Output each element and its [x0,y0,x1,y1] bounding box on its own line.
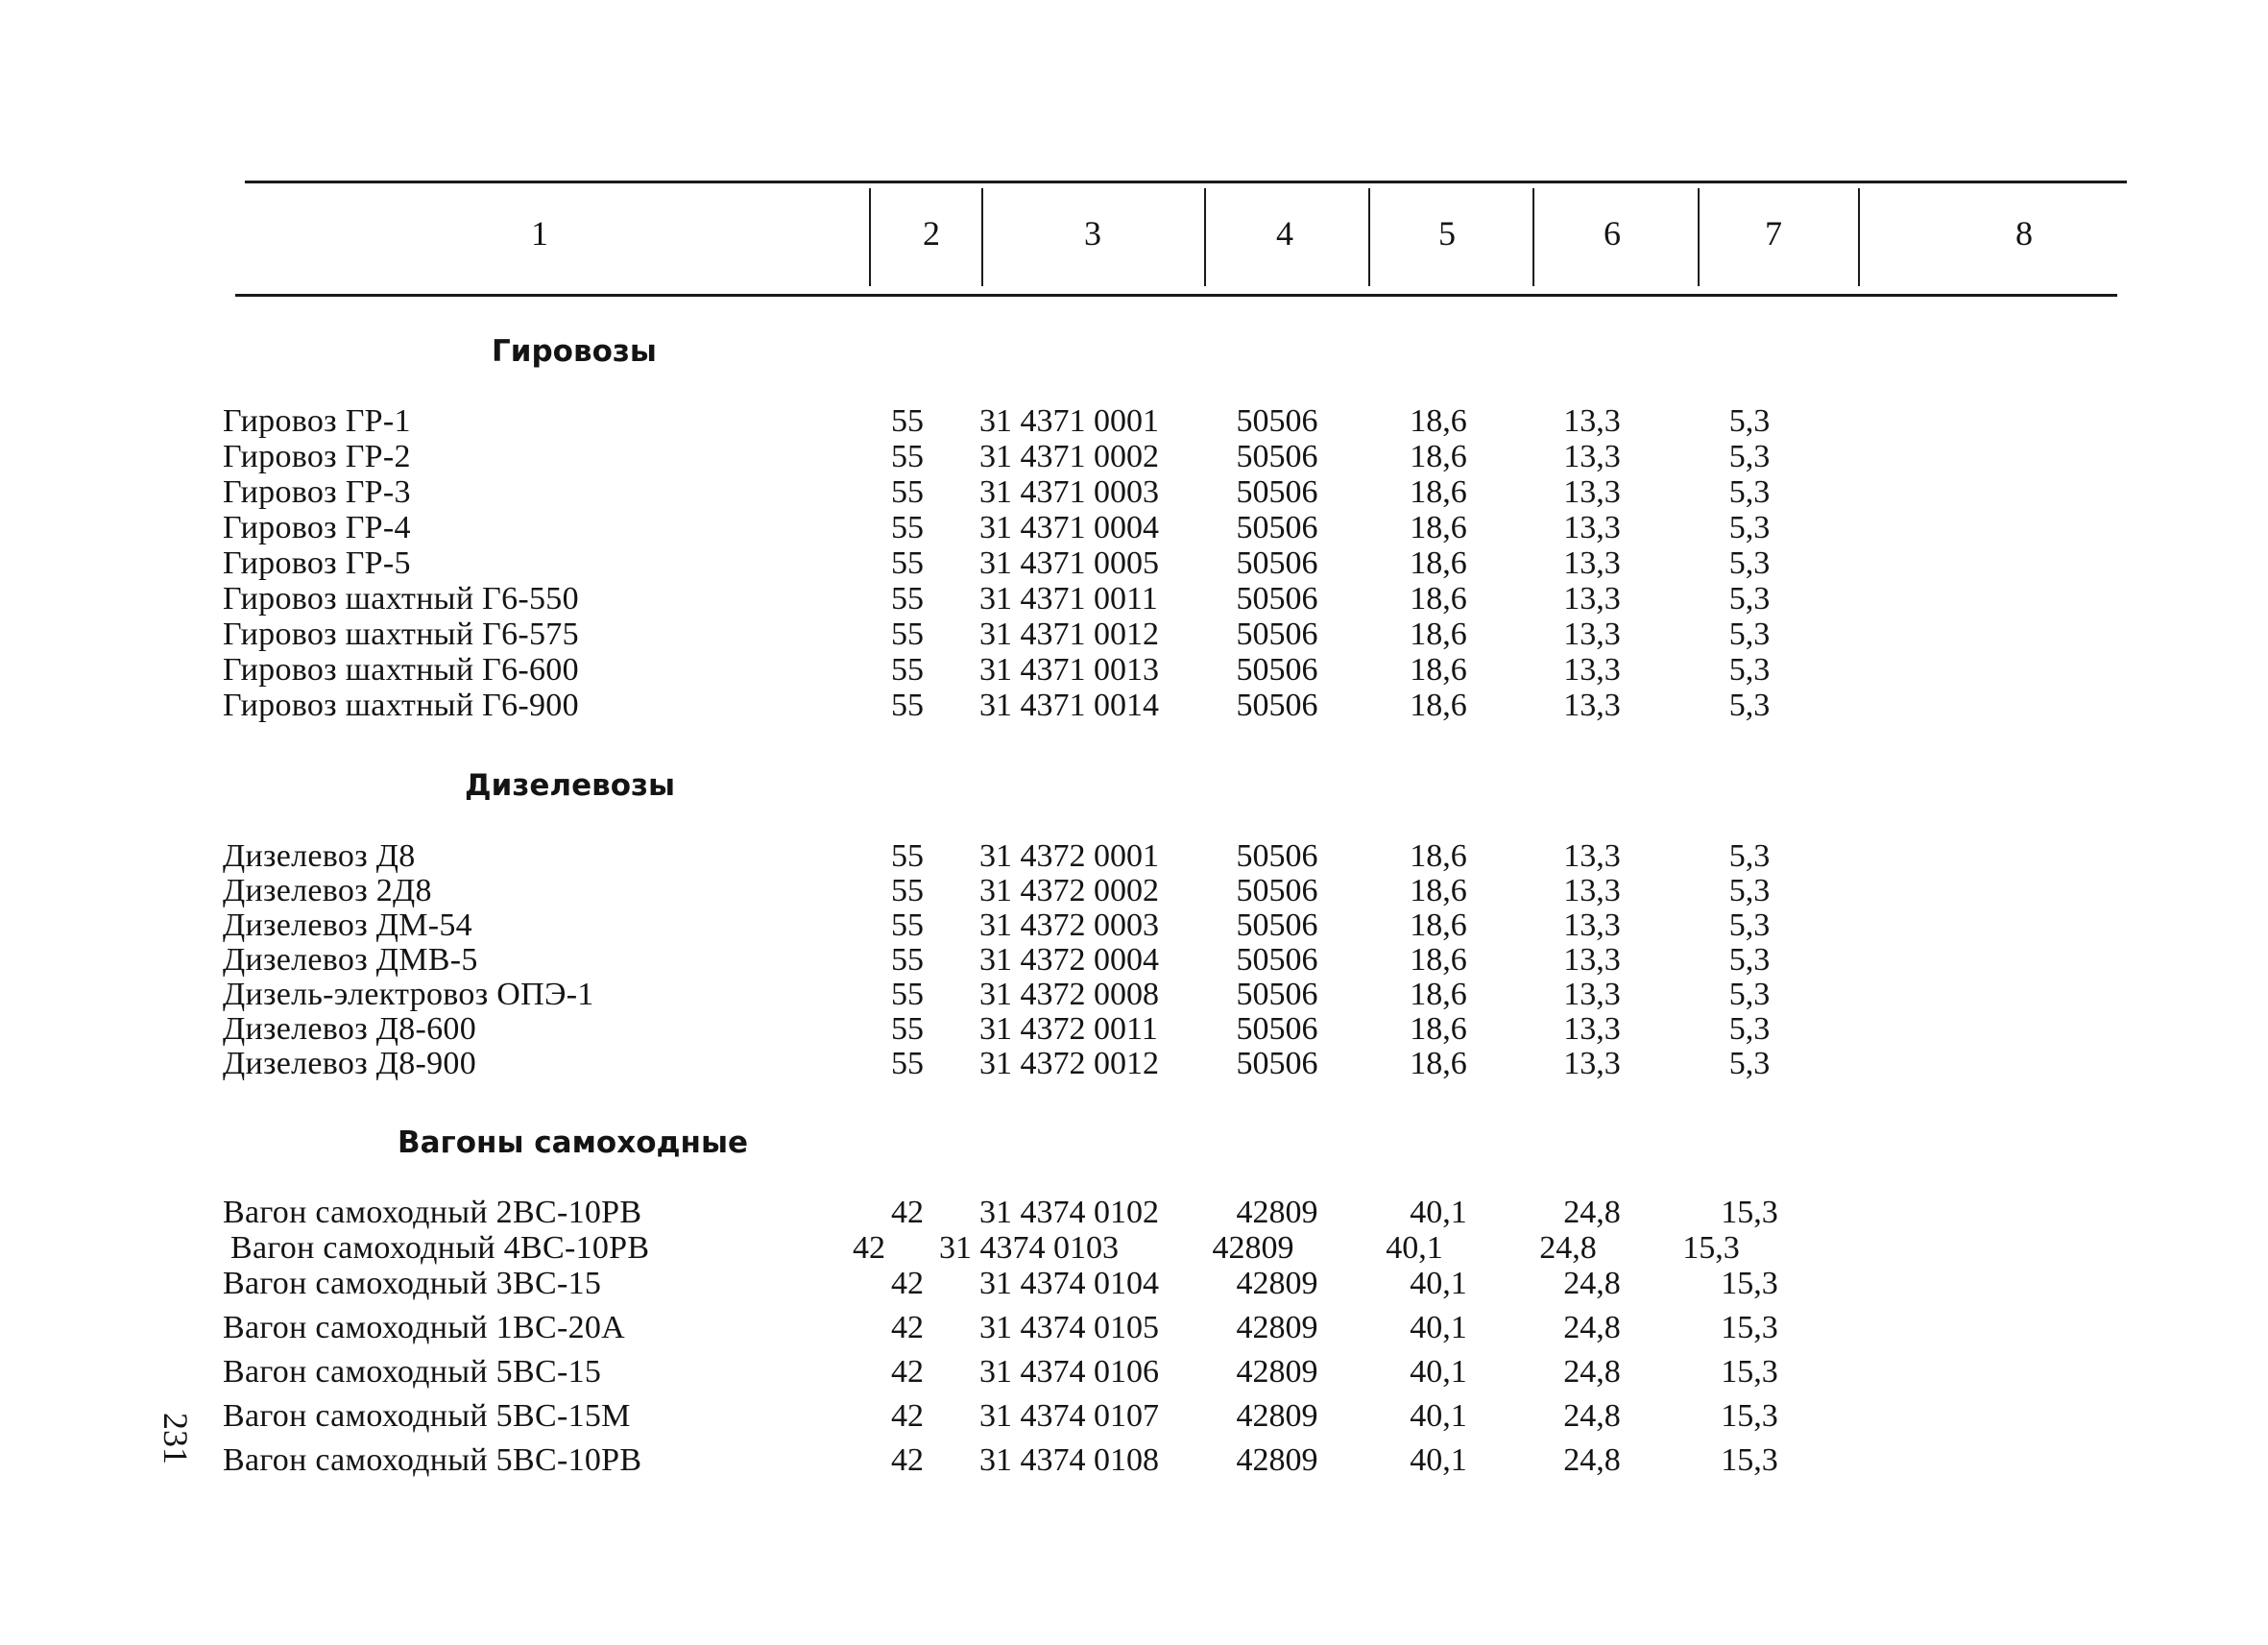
row-col7: 5,3 [1728,1046,1771,1081]
row-col6: 13,3 [1563,510,1621,545]
row-col4: 42809 [1236,1266,1318,1301]
column-header-7: 7 [1765,214,1782,253]
row-col3: 31 4371 0001 [979,403,1159,439]
row-col2: 55 [891,439,924,474]
row-col3: 31 4374 0107 [979,1398,1159,1434]
row-name: Вагон самоходный 5ВС-15 [223,1354,602,1390]
row-col6: 13,3 [1563,474,1621,510]
row-col7: 5,3 [1728,474,1771,510]
row-name: Гировоз ГР-3 [223,474,411,510]
row-col3: 31 4374 0106 [979,1354,1159,1390]
table-row [0,1046,2268,1081]
row-col6: 13,3 [1563,545,1621,581]
table-row [0,907,2268,943]
row-name: Дизель-электровоз ОПЭ-1 [223,977,594,1012]
row-col2: 55 [891,403,924,439]
table-row [0,838,2268,874]
row-col6: 13,3 [1563,1011,1621,1047]
row-col2: 55 [891,1011,924,1047]
row-name: Гировоз шахтный Г6-550 [223,581,579,617]
row-col6: 13,3 [1563,439,1621,474]
row-col7: 5,3 [1728,838,1771,874]
row-col7: 15,3 [1721,1442,1778,1478]
row-col2: 42 [853,1230,885,1266]
row-name: Гировоз шахтный Г6-900 [223,688,579,723]
row-col5: 18,6 [1410,688,1467,723]
row-col7: 15,3 [1721,1354,1778,1390]
row-col6: 13,3 [1563,873,1621,908]
row-name: Гировоз ГР-5 [223,545,411,581]
row-name: Гировоз ГР-1 [223,403,411,439]
row-col3: 31 4374 0103 [939,1230,1119,1266]
column-divider [1532,188,1534,286]
table-row [0,1310,2268,1345]
row-name: Дизелевоз ДМВ-5 [223,942,478,978]
row-col4: 50506 [1236,1011,1318,1047]
row-col7: 5,3 [1728,403,1771,439]
row-col6: 13,3 [1563,617,1621,652]
column-divider [869,188,871,286]
row-col2: 55 [891,652,924,688]
row-col4: 42809 [1236,1354,1318,1390]
row-name: Дизелевоз Д8-600 [223,1011,477,1047]
row-col4: 42809 [1236,1310,1318,1345]
row-col3: 31 4371 0011 [979,581,1158,617]
row-col2: 55 [891,581,924,617]
column-header-6: 6 [1604,214,1621,253]
column-header-2: 2 [923,214,940,253]
row-col3: 31 4374 0102 [979,1195,1159,1230]
row-col7: 15,3 [1721,1195,1778,1230]
row-col7: 5,3 [1728,545,1771,581]
table-row [0,1011,2268,1047]
row-col3: 31 4372 0008 [979,977,1159,1012]
row-col5: 18,6 [1410,1011,1467,1047]
table-row [0,439,2268,474]
row-col7: 5,3 [1728,1011,1771,1047]
table-row [0,1266,2268,1301]
row-name: Гировоз ГР-2 [223,439,411,474]
table-row [0,1398,2268,1434]
row-col6: 24,8 [1563,1310,1621,1345]
row-col4: 50506 [1236,652,1318,688]
row-col2: 55 [891,1046,924,1081]
row-col2: 42 [891,1354,924,1390]
row-col4: 50506 [1236,688,1318,723]
row-col2: 55 [891,474,924,510]
column-divider [1698,188,1700,286]
row-col5: 18,6 [1410,581,1467,617]
row-col7: 5,3 [1728,873,1771,908]
row-col3: 31 4371 0004 [979,510,1159,545]
row-col6: 13,3 [1563,688,1621,723]
table-row [0,510,2268,545]
row-col5: 18,6 [1410,1046,1467,1081]
row-col7: 5,3 [1728,617,1771,652]
row-col3: 31 4372 0011 [979,1011,1158,1047]
row-col7: 5,3 [1728,688,1771,723]
row-col5: 18,6 [1410,474,1467,510]
section-title-diesel: Дизелевозы [465,768,676,803]
row-col5: 18,6 [1410,617,1467,652]
row-col4: 42809 [1212,1230,1294,1266]
row-col5: 40,1 [1410,1310,1467,1345]
column-header-8: 8 [2015,214,2033,253]
row-col7: 5,3 [1728,977,1771,1012]
row-col2: 55 [891,545,924,581]
table-row [0,977,2268,1012]
row-name: Вагон самоходный 3ВС-15 [223,1266,602,1301]
row-col2: 55 [891,873,924,908]
row-col3: 31 4371 0003 [979,474,1159,510]
row-col6: 13,3 [1563,942,1621,978]
row-col6: 13,3 [1563,581,1621,617]
row-col5: 18,6 [1410,510,1467,545]
row-col5: 18,6 [1410,838,1467,874]
row-col5: 18,6 [1410,942,1467,978]
column-divider [1204,188,1206,286]
row-col5: 18,6 [1410,403,1467,439]
row-col6: 24,8 [1563,1195,1621,1230]
column-divider [1368,188,1370,286]
row-col3: 31 4372 0001 [979,838,1159,874]
row-col2: 55 [891,977,924,1012]
row-col3: 31 4371 0005 [979,545,1159,581]
column-header-5: 5 [1438,214,1456,253]
row-col2: 55 [891,510,924,545]
page-number: 231 [157,1413,195,1464]
row-col4: 50506 [1236,1046,1318,1081]
row-col3: 31 4371 0014 [979,688,1159,723]
row-col3: 31 4374 0108 [979,1442,1159,1478]
row-col2: 55 [891,907,924,943]
column-divider [981,188,983,286]
row-col7: 15,3 [1682,1230,1740,1266]
row-col3: 31 4372 0003 [979,907,1159,943]
row-col4: 50506 [1236,403,1318,439]
row-col6: 13,3 [1563,1046,1621,1081]
column-divider [1858,188,1860,286]
row-name: Вагон самоходный 4ВС-10РВ [230,1230,650,1266]
row-col4: 50506 [1236,581,1318,617]
row-name: Дизелевоз 2Д8 [223,873,432,908]
row-col2: 55 [891,838,924,874]
row-col3: 31 4371 0012 [979,617,1159,652]
row-col7: 15,3 [1721,1398,1778,1434]
row-col5: 40,1 [1410,1398,1467,1434]
row-col3: 31 4374 0105 [979,1310,1159,1345]
row-col3: 31 4372 0004 [979,942,1159,978]
row-col4: 50506 [1236,838,1318,874]
table-header-bottom-rule [235,294,2117,297]
row-col2: 55 [891,617,924,652]
row-col4: 42809 [1236,1195,1318,1230]
row-col4: 50506 [1236,439,1318,474]
table-row [0,1442,2268,1478]
row-col6: 13,3 [1563,907,1621,943]
column-header-1: 1 [531,214,548,253]
table-row [0,617,2268,652]
row-col7: 5,3 [1728,652,1771,688]
row-col5: 40,1 [1410,1442,1467,1478]
row-col5: 40,1 [1410,1354,1467,1390]
row-name: Вагон самоходный 2ВС-10РВ [223,1195,642,1230]
row-name: Вагон самоходный 5ВС-15М [223,1398,631,1434]
table-row [0,581,2268,617]
row-col6: 13,3 [1563,652,1621,688]
row-name: Дизелевоз Д8-900 [223,1046,477,1081]
row-col3: 31 4371 0002 [979,439,1159,474]
column-header-4: 4 [1276,214,1293,253]
table-row [0,1354,2268,1390]
table-row [0,474,2268,510]
row-col7: 5,3 [1728,907,1771,943]
row-col2: 42 [891,1398,924,1434]
row-col5: 40,1 [1386,1230,1443,1266]
row-name: Вагон самоходный 5ВС-10РВ [223,1442,642,1478]
row-col4: 50506 [1236,977,1318,1012]
row-col4: 50506 [1236,510,1318,545]
column-header-3: 3 [1084,214,1101,253]
row-col4: 42809 [1236,1398,1318,1434]
row-col5: 18,6 [1410,439,1467,474]
row-col5: 18,6 [1410,873,1467,908]
row-col6: 13,3 [1563,403,1621,439]
row-col4: 50506 [1236,617,1318,652]
table-row [0,652,2268,688]
row-col4: 50506 [1236,907,1318,943]
row-name: Дизелевоз Д8 [223,838,416,874]
table-row [0,545,2268,581]
section-title-gyro: Гировозы [492,334,657,369]
table-row [0,403,2268,439]
row-col2: 42 [891,1442,924,1478]
row-col7: 5,3 [1728,439,1771,474]
row-name: Дизелевоз ДМ-54 [223,907,472,943]
row-col3: 31 4374 0104 [979,1266,1159,1301]
row-col6: 24,8 [1563,1398,1621,1434]
row-col4: 50506 [1236,873,1318,908]
row-col4: 50506 [1236,474,1318,510]
row-name: Гировоз ГР-4 [223,510,411,545]
row-col6: 13,3 [1563,838,1621,874]
row-col4: 42809 [1236,1442,1318,1478]
row-col5: 18,6 [1410,652,1467,688]
row-col4: 50506 [1236,942,1318,978]
row-col6: 24,8 [1539,1230,1597,1266]
row-name: Вагон самоходный 1ВС-20А [223,1310,626,1345]
row-col2: 55 [891,942,924,978]
row-col2: 42 [891,1310,924,1345]
table-row [0,688,2268,723]
row-col5: 18,6 [1410,907,1467,943]
row-col5: 18,6 [1410,977,1467,1012]
row-col5: 18,6 [1410,545,1467,581]
row-col6: 24,8 [1563,1442,1621,1478]
row-col6: 24,8 [1563,1354,1621,1390]
table-top-rule [245,181,2127,183]
row-col2: 42 [891,1266,924,1301]
row-col7: 15,3 [1721,1310,1778,1345]
table-row [0,942,2268,978]
row-col3: 31 4372 0012 [979,1046,1159,1081]
section-title-self-propelled-cars: Вагоны самоходные [398,1125,749,1160]
row-name: Гировоз шахтный Г6-600 [223,652,579,688]
row-col2: 55 [891,688,924,723]
row-col5: 40,1 [1410,1195,1467,1230]
row-col7: 15,3 [1721,1266,1778,1301]
row-col4: 50506 [1236,545,1318,581]
row-col6: 24,8 [1563,1266,1621,1301]
row-col3: 31 4371 0013 [979,652,1159,688]
row-col7: 5,3 [1728,510,1771,545]
row-name: Гировоз шахтный Г6-575 [223,617,579,652]
table-row [0,1195,2268,1230]
row-col6: 13,3 [1563,977,1621,1012]
row-col5: 40,1 [1410,1266,1467,1301]
row-col2: 42 [891,1195,924,1230]
table-row [0,873,2268,908]
row-col7: 5,3 [1728,581,1771,617]
table-row [0,1230,2268,1266]
row-col7: 5,3 [1728,942,1771,978]
row-col3: 31 4372 0002 [979,873,1159,908]
